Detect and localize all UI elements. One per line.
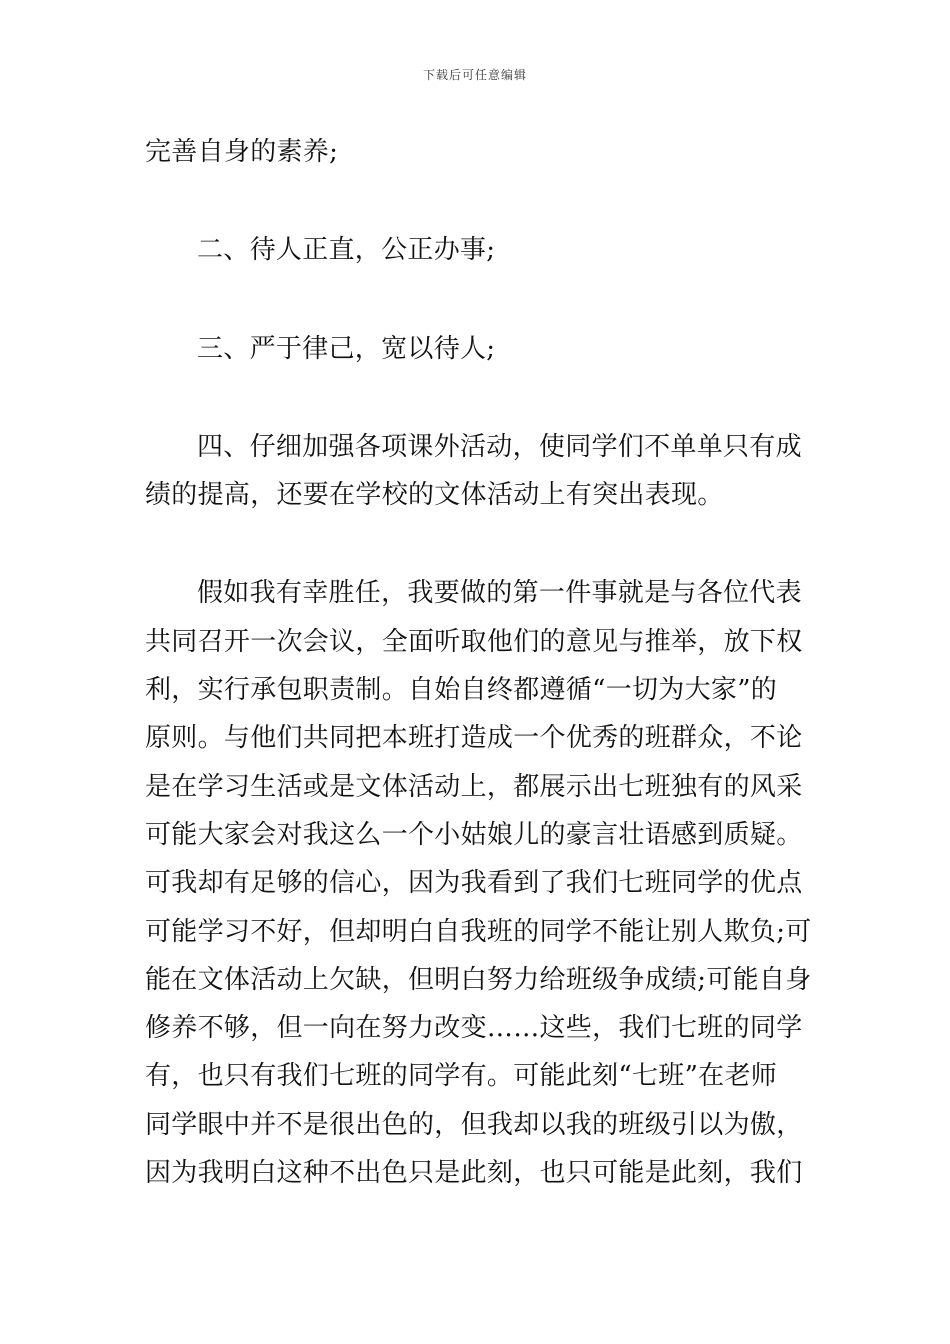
paragraph-gap (145, 373, 810, 423)
paragraph-item-4 (145, 423, 810, 520)
text-line: 利，实行承包职责制。自始自终都遵循“一切为大家”的 (145, 675, 778, 706)
text-line: 完善自身的素养; (145, 137, 339, 167)
text-line: 三、严于律己，宽以待人; (197, 333, 496, 364)
text-line: 同学眼中并不是很出色的，但我却以我的班级引以为傲， (145, 1109, 803, 1140)
text-line: 绩的提高，还要在学校的文体活动上有突出表现。 (145, 480, 724, 511)
text-line: 能在文体活动上欠缺，但明白努力给班级争成绩;可能自身 (145, 964, 812, 995)
paragraph-gap (145, 519, 810, 569)
page-header: 下载后可任意编辑 (422, 68, 527, 82)
text-line: 因为我明白这种不出色只是此刻，也只可能是此刻，我们 (145, 1158, 803, 1189)
text-line: 可能大家会对我这么一个小姑娘儿的豪言壮语感到质疑。 (145, 819, 803, 850)
text-line: 共同召开一次会议，全面听取他们的意见与推举，放下权 (145, 626, 803, 657)
paragraph-gap (145, 275, 810, 325)
text-line: 可我却有足够的信心，因为我看到了我们七班同学的优点 (145, 868, 803, 899)
text-line: 二、待人正直，公正办事; (197, 235, 496, 266)
text-line: 四、仔细加强各项课外活动，使同学们不单单只有成 (197, 431, 802, 462)
text-line: 有，也只有我们七班的同学有。可能此刻“七班”在老师 (145, 1061, 778, 1092)
text-line: 假如我有幸胜任，我要做的第一件事就是与各位代表 (197, 578, 802, 609)
text-line: 是在学习生活或是文体活动上，都展示出七班独有的风采 (145, 771, 803, 802)
text-line: 修养不够，但一向在努力改变……这些，我们七班的同学 (145, 1013, 803, 1044)
paragraph-main (145, 569, 810, 1197)
text-line: 可能学习不好，但却明白自我班的同学不能让别人欺负;可 (145, 916, 812, 947)
paragraph-item-2 (145, 226, 810, 274)
paragraph-gap (145, 176, 810, 226)
paragraph-item-3 (145, 325, 810, 373)
paragraph-continuation (145, 128, 810, 176)
text-line: 原则。与他们共同把本班打造成一个优秀的班群众，不论 (145, 723, 803, 754)
document-body (145, 128, 810, 1197)
